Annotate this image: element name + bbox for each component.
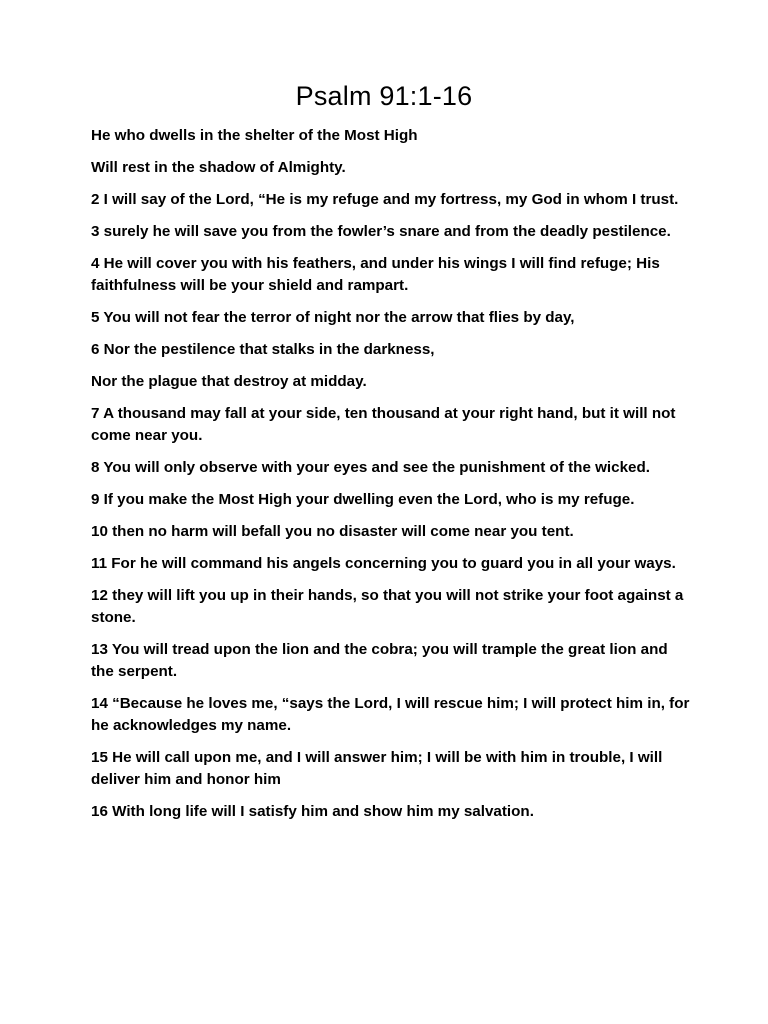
- verse-line: 2 I will say of the Lord, “He is my refuge and my fortress, my God in whom I trust.: [91, 191, 679, 208]
- verse-line: 15 He will call upon me, and I will answer him; I will be with him in trouble, I will deliver him and honor him: [91, 749, 663, 788]
- verse-line: 8 You will only observe with your eyes and see the punishment of the wicked.: [91, 459, 650, 476]
- verse-line: 12 they will lift you up in their hands, so that you will not strike your foot against a stone.: [91, 587, 684, 626]
- verse-line: 9 If you make the Most High your dwelling even the Lord, who is my refuge.: [91, 491, 635, 508]
- verse-line: 11 For he will command his angels concerning you to guard you in all your ways.: [91, 555, 676, 572]
- verse-line: Nor the plague that destroy at midday.: [91, 373, 367, 390]
- verse-line: 16 With long life will I satisfy him and show him my salvation.: [91, 803, 534, 820]
- verse-line: He who dwells in the shelter of the Most High: [91, 127, 418, 144]
- verse-line: 7 A thousand may fall at your side, ten thousand at your right hand, but it will not come near you.: [91, 405, 676, 444]
- verse-line: 14 “Because he loves me, “says the Lord, I will rescue him; I will protect him in, for he acknowledges my name.: [91, 695, 690, 734]
- verse-line: 6 Nor the pestilence that stalks in the darkness,: [91, 341, 435, 358]
- verse-line: Will rest in the shadow of Almighty.: [91, 159, 346, 176]
- page-title: Psalm 91:1-16: [295, 81, 473, 111]
- verse-line: 3 surely he will save you from the fowler’s snare and from the deadly pestilence.: [91, 223, 671, 240]
- verse-line: 13 You will tread upon the lion and the cobra; you will trample the great lion and the serpent.: [91, 641, 668, 680]
- verse-line: 4 He will cover you with his feathers, and under his wings I will find refuge; His faithfulness will be your shield and rampart.: [91, 255, 660, 294]
- verse-line: 5 You will not fear the terror of night nor the arrow that flies by day,: [91, 309, 575, 326]
- verse-line: 10 then no harm will befall you no disaster will come near you tent.: [91, 523, 574, 540]
- verse-list: [91, 125, 691, 833]
